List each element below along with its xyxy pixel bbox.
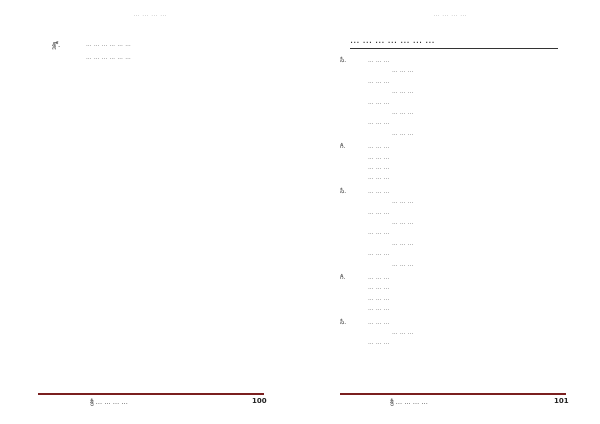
stanza-line: … … … (392, 330, 414, 336)
page-number: 100 (252, 397, 267, 405)
right-page (300, 0, 600, 424)
stanza-line: … … … (368, 230, 390, 237)
stanza-line: … … … (368, 144, 390, 151)
stanza-marker: సీ. (340, 318, 347, 326)
footer-rule (38, 393, 264, 395)
stanza-line: … … … (368, 319, 390, 326)
chapter-heading: … … … … … … … (350, 35, 435, 46)
stanza-line: … … … (368, 154, 390, 161)
verse-line-1: … … … … … … (86, 42, 132, 48)
footer-text: శ్రీ … … … … (90, 398, 128, 406)
stanza-line: … … … (392, 220, 414, 226)
stanza-line: … … … (392, 240, 414, 247)
stanza-line: … … … (368, 99, 390, 106)
stanza-marker: సీ. (340, 187, 347, 195)
stanza-marker: గీ. (340, 274, 346, 281)
stanza-line: … … … (368, 340, 390, 347)
heading-underline (350, 48, 558, 49)
running-header: … … … … (433, 10, 467, 18)
verse-line-2: … … … … … … (86, 55, 132, 61)
stanza-line: … … … (392, 261, 414, 268)
stanza-marker: గీ. (340, 143, 346, 151)
stanza-line: … … … (392, 68, 414, 75)
stanza-line: … … … (392, 130, 414, 137)
stanza-line: … … … (392, 199, 414, 206)
running-header: … … … … (133, 10, 167, 18)
stanza-line: … … … (368, 78, 390, 85)
stanza-line: … … … (368, 165, 390, 171)
stanza-line: … … … (368, 251, 390, 258)
stanza-line: … … … (368, 295, 390, 302)
stanza-marker: సీ. (340, 57, 347, 64)
stanza-line: … … … (368, 275, 390, 281)
stanza-line: … … … (368, 175, 390, 182)
stanza-line: … … … (368, 306, 390, 313)
stanza-line: … … … (392, 110, 414, 116)
stanza-line: … … … (368, 209, 390, 216)
page-number: 101 (554, 397, 569, 405)
footer-rule (340, 393, 566, 395)
verse-marker: శ్లో. (52, 41, 61, 49)
stanza-line: … … … (368, 188, 390, 195)
stanza-line: … … … (368, 120, 390, 127)
footer-text: శ్రీ … … … … (390, 398, 428, 406)
stanza-line: … … … (368, 285, 390, 292)
stanza-line: … … … (368, 58, 390, 64)
stanza-line: … … … (392, 89, 414, 96)
